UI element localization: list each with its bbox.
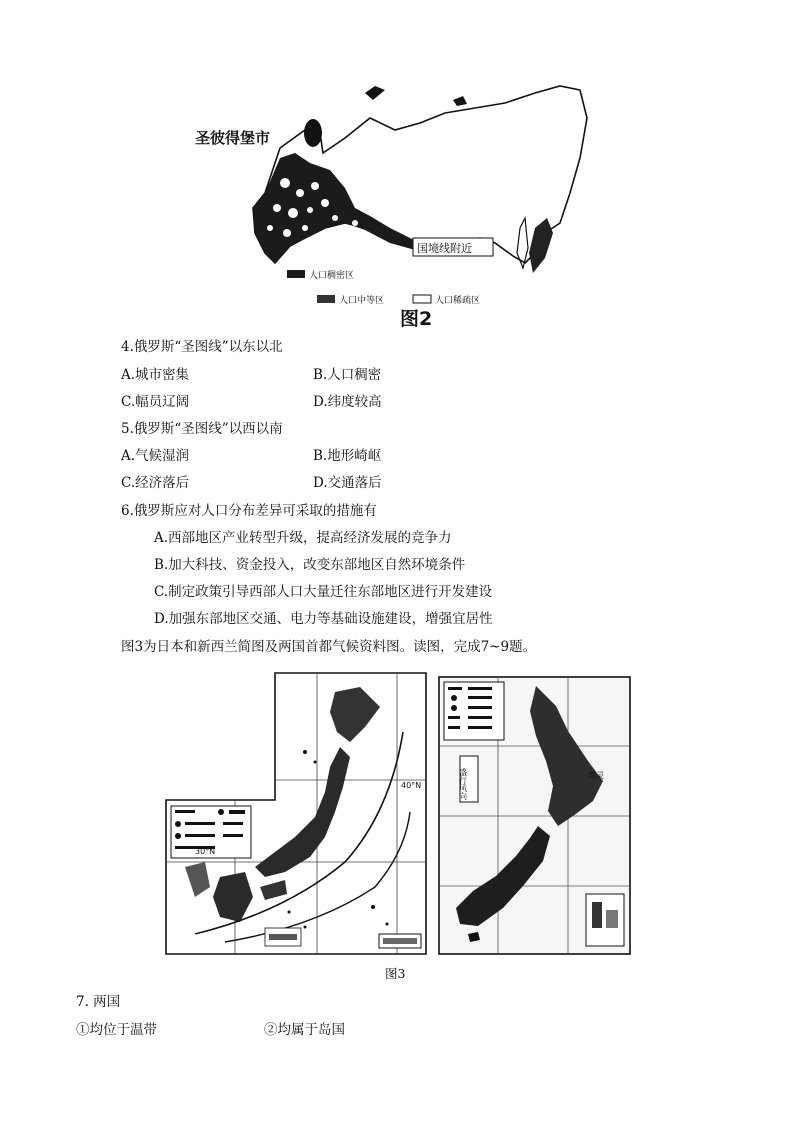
question-5-stem: 5.俄罗斯“圣图线”以西以南 — [121, 421, 283, 437]
kamchatka — [529, 218, 553, 273]
question-4-option-b[interactable]: B.人口稠密 — [313, 367, 382, 383]
nz-map-svg — [438, 676, 631, 955]
legend-dense-swatch — [287, 270, 305, 278]
question-7-item-1[interactable]: ①均位于温带 — [76, 1022, 157, 1038]
legend-sparse-label: 人口稀疏区 — [435, 296, 481, 306]
japan-lat2-label: 30°N — [195, 847, 216, 856]
question-6-stem: 6.俄罗斯应对人口分布差异可采取的措施有 — [121, 503, 377, 519]
question-6-option-d[interactable]: D.加强东部地区交通、电力等基础设施建设，增强宜居性 — [154, 611, 493, 627]
question-6-option-a[interactable]: A.西部地区产业转型升级，提高经济发展的竞争力 — [154, 530, 452, 546]
question-5-option-b[interactable]: B.地形崎岖 — [313, 448, 382, 464]
question-7-item-2[interactable]: ②均属于岛国 — [264, 1022, 345, 1038]
nz-city-label: 惠灵 — [588, 771, 604, 780]
figure-3-intro: 图3为日本和新西兰简图及两国首都气候资料图。读图，完成7~9题。 — [121, 639, 537, 655]
question-5-option-d[interactable]: D.交通落后 — [313, 475, 382, 491]
novaya-zemlya — [365, 86, 385, 100]
question-4-option-d[interactable]: D.纬度较高 — [313, 394, 382, 410]
figure-2-caption: 图2 — [400, 308, 433, 330]
sakhalin — [517, 218, 528, 268]
city-label: 圣彼得堡市 — [195, 129, 271, 147]
st-petersburg-blob — [304, 119, 322, 147]
japan-map-svg — [165, 672, 427, 955]
question-4-option-c[interactable]: C.幅员辽阔 — [121, 394, 190, 410]
japan-lat-label: 40°N — [401, 781, 422, 790]
question-4-stem: 4.俄罗斯“圣图线”以东以北 — [121, 339, 283, 355]
legend-medium-swatch — [317, 295, 335, 303]
figure-2-russia-map — [195, 78, 590, 323]
question-4-option-a[interactable]: A.城市密集 — [121, 367, 190, 383]
question-7-stem: 7. 两国 — [76, 994, 121, 1010]
legend-dense-label: 人口稠密区 — [309, 271, 355, 281]
question-6-option-c[interactable]: C.制定政策引导西部人口大量迁往东部地区进行开发建设 — [154, 584, 493, 600]
figure-3-japan-map — [165, 672, 427, 955]
figure-3-caption: 图3 — [385, 966, 406, 981]
legend-sparse-swatch — [413, 295, 431, 303]
figure-3-nz-map — [438, 676, 631, 955]
nz-wind-label: 盛行风向 — [458, 768, 468, 800]
legend-medium-label: 人口中等区 — [339, 296, 385, 306]
question-5-option-c[interactable]: C.经济落后 — [121, 475, 190, 491]
question-6-option-b[interactable]: B.加大科技、资金投入，改变东部地区自然环境条件 — [154, 557, 466, 573]
arctic-island — [453, 96, 467, 106]
boundary-label: 国境线附近 — [417, 242, 472, 255]
russia-map-svg — [195, 78, 590, 323]
question-5-option-a[interactable]: A.气候湿润 — [121, 448, 190, 464]
